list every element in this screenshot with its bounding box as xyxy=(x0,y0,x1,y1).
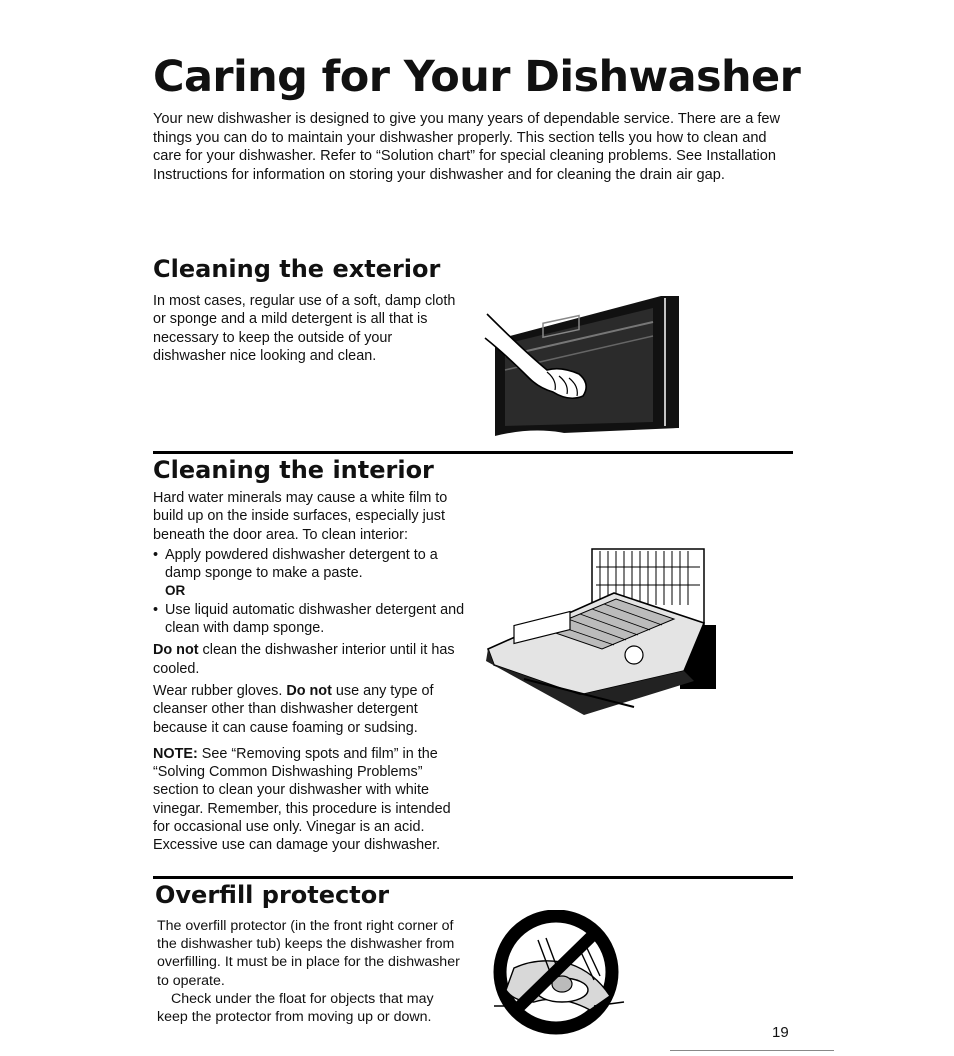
overfill-body-1: The overfill protector (in the front right corner of the dishwasher tub) keeps the dishwasher from overfilling. It must be in place for the dishwasher to operate. xyxy=(157,918,460,989)
exterior-heading: Cleaning the exterior xyxy=(153,255,441,283)
interior-warning-2 xyxy=(153,682,465,737)
interior-bullet-list-2 xyxy=(153,601,465,638)
section-divider-1 xyxy=(153,451,793,454)
warning-2-lead: Wear rubber gloves. xyxy=(153,682,287,699)
interior-bullet-list xyxy=(153,546,465,583)
page-title: Caring for Your Dishwasher xyxy=(153,52,801,102)
warning-2-text: use any type of cleanser other than dishwasher detergent because it can cause foaming or sudsing. xyxy=(153,682,434,736)
intro-paragraph: Your new dishwasher is designed to give you many years of dependable service. There are a few things you can do to maintain your dishwasher properly. This section tells you how to clean and care for your dishwasher. Refer to “Solution chart” for special cleaning problems. See Installation Instructions for information on storing your dishwasher and for cleaning the drain air gap. xyxy=(153,111,781,184)
hand-wiping-door-illustration xyxy=(483,292,683,442)
overfill-heading: Overfill protector xyxy=(155,881,390,909)
section-divider-2 xyxy=(153,876,793,879)
overfill-section xyxy=(157,917,467,1026)
open-dishwasher-door-illustration xyxy=(484,545,716,723)
overfill-body-2: Check under the float for objects that may keep the protector from moving up or down. xyxy=(157,990,434,1026)
page-number: 19 xyxy=(772,1024,789,1041)
do-not-label: Do not xyxy=(286,682,332,699)
note-label: NOTE: xyxy=(153,745,198,762)
warning-1-text: clean the dishwasher interior until it has cooled. xyxy=(153,642,455,677)
note-text: See “Removing spots and film” in the “Solving Common Dishwashing Problems” section to clean your dishwasher with white vinegar. Remember, this procedure is intended for occasional use only. Vinegar is an acid. Excessive use can damage your dishwasher. xyxy=(153,745,451,854)
or-label: OR xyxy=(165,583,186,599)
footer-line xyxy=(670,1050,834,1051)
exterior-section xyxy=(153,292,463,365)
no-symbol-overfill-float-illustration xyxy=(490,910,630,1038)
interior-section xyxy=(153,489,465,855)
interior-intro: Hard water minerals may cause a white film to build up on the inside surfaces, especially just beneath the door area. To clean interior: xyxy=(153,490,448,543)
do-not-label: Do not xyxy=(153,642,199,659)
interior-warning-1 xyxy=(153,641,465,678)
list-item: • Use liquid automatic dishwasher detergent and clean with damp sponge. xyxy=(153,601,465,638)
interior-heading: Cleaning the interior xyxy=(153,456,434,484)
list-item: • Apply powdered dishwasher detergent to a damp sponge to make a paste. xyxy=(153,546,465,583)
exterior-body: In most cases, regular use of a soft, damp cloth or sponge and a mild detergent is all that is necessary to keep the outside of your dishwasher nice looking and clean. xyxy=(153,293,456,364)
interior-note xyxy=(153,745,465,855)
